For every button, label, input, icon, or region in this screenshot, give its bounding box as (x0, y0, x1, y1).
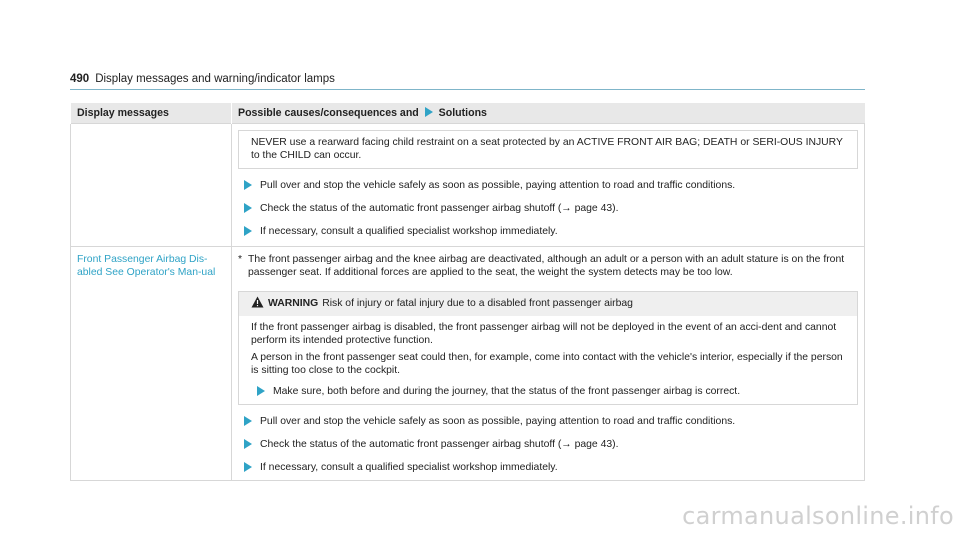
list-item (238, 438, 858, 451)
list-item (238, 202, 858, 215)
play-triangle-icon (244, 180, 252, 190)
col-header-causes-text: Possible causes/consequences and (238, 106, 419, 119)
warning-label: WARNING (268, 298, 319, 309)
play-triangle-icon (244, 203, 252, 213)
play-triangle-icon (244, 439, 252, 449)
step-text: Check the status of the automatic front passenger airbag shutoff (→ page 43). (260, 439, 619, 450)
display-message: Front Passenger Airbag Dis-abled See Operator's Man-ual (71, 247, 232, 481)
watermark: carmanualsonline.info (682, 502, 954, 530)
table-row (71, 124, 865, 247)
warning-triangle-icon (251, 296, 264, 312)
play-triangle-icon (244, 416, 252, 426)
warning-header (239, 292, 857, 316)
warning-box (238, 291, 858, 405)
list-item (238, 415, 858, 428)
cause-text (238, 253, 858, 279)
page-title: Display messages and warning/indicator lamps (95, 73, 335, 85)
table-row (71, 247, 865, 481)
table-header-row (71, 103, 865, 124)
col-header-solutions-text: Solutions (438, 106, 487, 119)
messages-table (70, 103, 865, 481)
list-item (238, 461, 858, 474)
message-cell-empty (71, 124, 232, 247)
warning-paragraph: If the front passenger airbag is disabled, the front passenger airbag will not be deployed in the event of an acci-dent and cannot perform its intended protective function. (251, 322, 837, 346)
step-text: Check the status of the automatic front passenger airbag shutoff (→ page 43). (260, 203, 619, 214)
col-header-causes (232, 103, 865, 124)
step-text: Pull over and stop the vehicle safely as soon as possible, paying attention to road and traffic conditions. (260, 180, 736, 191)
page-number: 490 (70, 73, 90, 85)
list-item (238, 179, 858, 192)
step-text: Make sure, both before and during the journey, that the status of the front passenger airbag is correct. (273, 386, 741, 397)
causes-cell (232, 124, 865, 247)
warning-title: Risk of injury or fatal injury due to a disabled front passenger airbag (322, 298, 633, 309)
warning-paragraph: A person in the front passenger seat could then, for example, come into contact with the vehicle's interior, especially if the person is sitting too close to the cockpit. (251, 352, 843, 376)
warning-body (239, 316, 857, 404)
step-text: If necessary, consult a qualified specialist workshop immediately. (260, 226, 558, 237)
asterisk-marker: * (238, 254, 243, 265)
play-triangle-icon (257, 386, 265, 396)
causes-cell (232, 247, 865, 481)
warning-text-box: NEVER use a rearward facing child restraint on a seat protected by an ACTIVE FRONT AIR BAG; DEATH or SERI-OUS INJURY to the CHILD can occur. (238, 130, 858, 169)
play-triangle-icon (425, 107, 433, 117)
play-triangle-icon (244, 462, 252, 472)
list-item (251, 385, 845, 398)
play-triangle-icon (244, 226, 252, 236)
step-text: Pull over and stop the vehicle safely as soon as possible, paying attention to road and traffic conditions. (260, 416, 736, 427)
list-item (238, 225, 858, 238)
cause-body: The front passenger airbag and the knee airbag are deactivated, although an adult or a person with an adult stature is on the front passenger seat. If additional forces are applied to the seat, the weight the system detects may be too low. (248, 254, 845, 278)
page-header (70, 73, 865, 90)
col-header-display-messages: Display messages (71, 103, 232, 124)
step-text: If necessary, consult a qualified specialist workshop immediately. (260, 462, 558, 473)
